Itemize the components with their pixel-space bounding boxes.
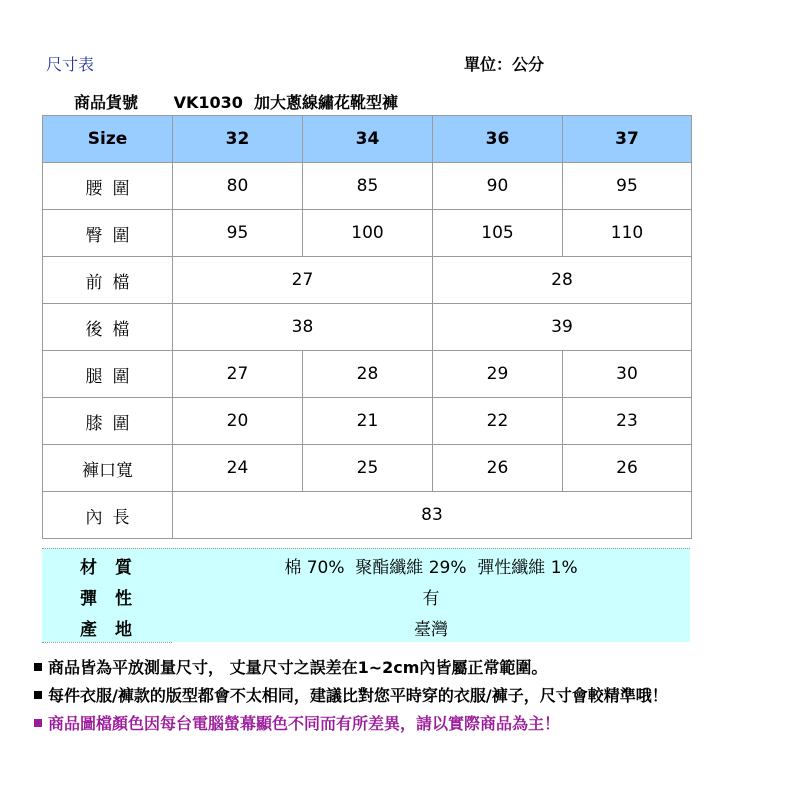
size-header-label: Size [43, 116, 173, 163]
measure-label: 內長 [43, 492, 173, 539]
measure-value: 100 [303, 210, 433, 257]
square-bullet-icon [34, 691, 42, 699]
measure-label: 前檔 [43, 257, 173, 304]
square-bullet-icon [34, 719, 42, 727]
product-line [74, 90, 398, 113]
size-header-row [43, 116, 692, 163]
fabric-label: 產地 [80, 620, 150, 640]
measure-value: 28 [433, 257, 692, 304]
fabric-row-material [42, 549, 690, 580]
measure-value: 39 [433, 304, 692, 351]
note-text: 每件衣服/褲款的版型都會不太相同，建議比對您平時穿的衣服/褲子，尺寸會較精準哦！ [48, 686, 668, 705]
measure-value: 29 [433, 351, 563, 398]
fabric-label: 彈性 [80, 589, 150, 609]
fabric-value: 臺灣 [414, 620, 448, 640]
unit-label: 單位：公分 [464, 55, 545, 74]
measure-value: 95 [563, 163, 692, 210]
table-row [43, 304, 692, 351]
measure-label: 腰圍 [43, 163, 173, 210]
product-number-label: 商品貨號 [74, 93, 139, 112]
fabric-info [42, 548, 690, 642]
measure-value: 26 [433, 445, 563, 492]
measure-value: 38 [173, 304, 433, 351]
measure-label: 褲口寬 [43, 445, 173, 492]
measure-value: 83 [173, 492, 692, 539]
notes-list [34, 655, 668, 739]
measure-value: 20 [173, 398, 303, 445]
note-item [34, 711, 668, 739]
product-name: VK1030 加大蔥線繡花靴型褲 [173, 93, 399, 112]
table-row [43, 163, 692, 210]
measure-label: 臀圍 [43, 210, 173, 257]
table-row [43, 445, 692, 492]
measure-label: 膝圍 [43, 398, 173, 445]
note-text: 商品皆為平放測量尺寸， 丈量尺寸之誤差在1~2cm內皆屬正常範圍。 [48, 658, 548, 677]
measure-value: 28 [303, 351, 433, 398]
fabric-row-origin [42, 611, 690, 642]
measure-value: 21 [303, 398, 433, 445]
measure-value: 80 [173, 163, 303, 210]
square-bullet-icon [34, 663, 42, 671]
table-row [43, 492, 692, 539]
note-item [34, 655, 668, 683]
size-header-cell: 34 [303, 116, 433, 163]
table-row [43, 257, 692, 304]
table-row [43, 398, 692, 445]
size-header-cell: 32 [173, 116, 303, 163]
measure-value: 95 [173, 210, 303, 257]
measure-value: 23 [563, 398, 692, 445]
size-header-cell: 36 [433, 116, 563, 163]
note-item [34, 683, 668, 711]
measure-value: 90 [433, 163, 563, 210]
size-header-cell: 37 [563, 116, 692, 163]
size-table [42, 115, 692, 539]
table-row [43, 351, 692, 398]
measure-value: 27 [173, 351, 303, 398]
fabric-row-elasticity [42, 580, 690, 611]
measure-value: 30 [563, 351, 692, 398]
measure-value: 110 [563, 210, 692, 257]
measure-value: 25 [303, 445, 433, 492]
measure-value: 24 [173, 445, 303, 492]
fabric-value: 棉 70% 聚酯纖維 29% 彈性纖維 1% [284, 558, 578, 578]
measure-value: 27 [173, 257, 433, 304]
measure-value: 105 [433, 210, 563, 257]
fabric-value: 有 [422, 589, 440, 609]
measure-label: 腿圍 [43, 351, 173, 398]
page-title: 尺寸表 [46, 55, 95, 74]
fabric-label: 材質 [80, 558, 150, 578]
measure-value: 22 [433, 398, 563, 445]
measure-value: 85 [303, 163, 433, 210]
note-text: 商品圖檔顏色因每台電腦螢幕顯色不同而有所差異，請以實際商品為主！ [48, 714, 561, 733]
measure-label: 後檔 [43, 304, 173, 351]
measure-value: 26 [563, 445, 692, 492]
table-row [43, 210, 692, 257]
